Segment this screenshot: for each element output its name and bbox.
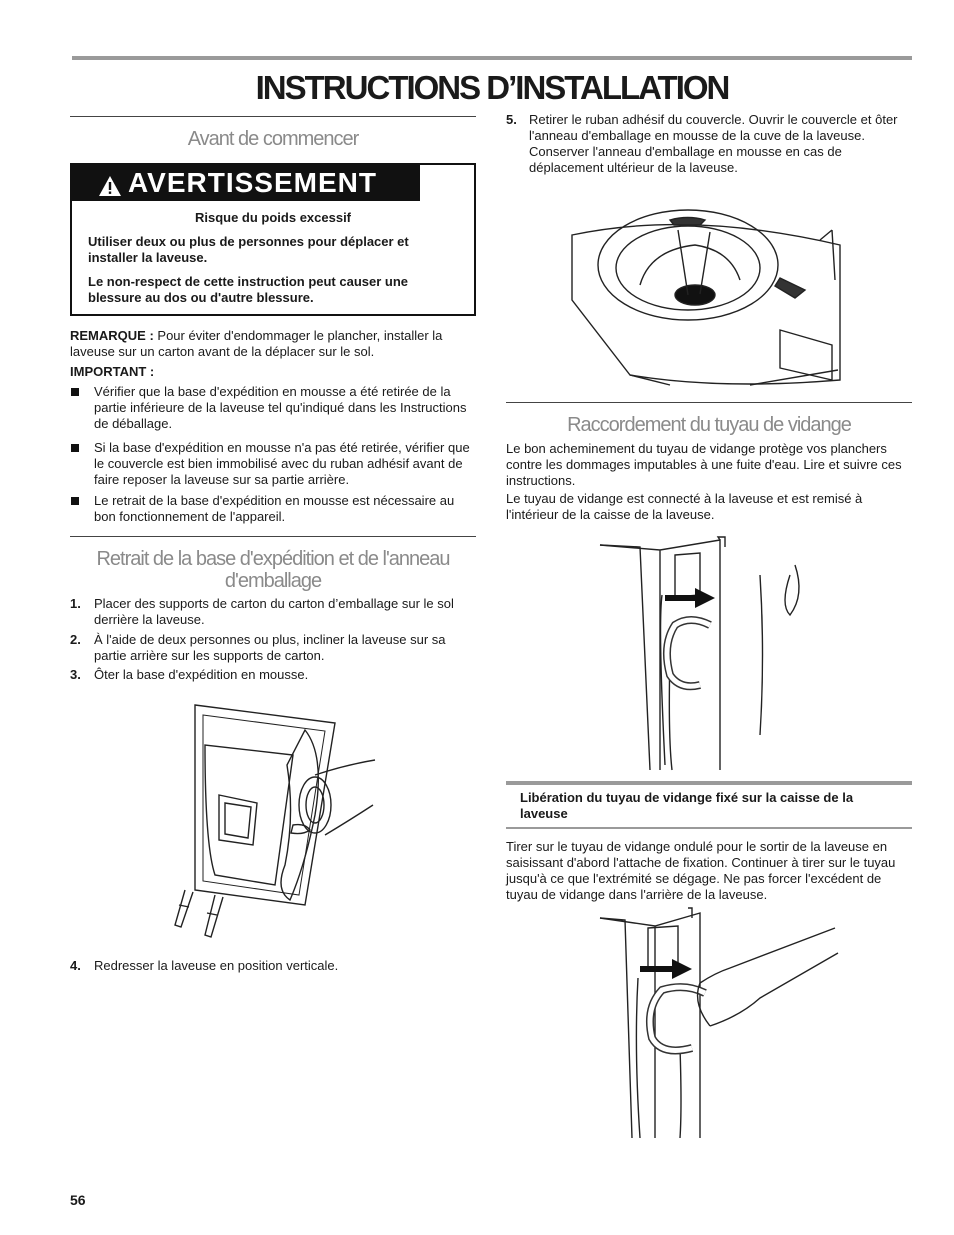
drain-hose-illustration	[600, 535, 820, 770]
list-item: Vérifier que la base d'expédition en mousse a été retirée de la partie inférieure de la laveuse tel qu'indiqué dans les Instructions de déballage.	[94, 384, 467, 431]
warning-text-2: Le non-respect de cette instruction peut causer une blessure au dos ou d'autre blessure.	[88, 274, 409, 305]
step-number: 2.	[70, 632, 81, 647]
list-item: Le retrait de la base d'expédition en mousse est nécessaire au bon fonctionnement de l'appareil.	[94, 493, 455, 524]
subsection-header	[506, 781, 912, 829]
step-number: 5.	[506, 112, 517, 127]
paragraph: Tirer sur le tuyau de vidange ondulé pour le sortir de la laveuse en saisissant d'abord l'attache de fixation. Continuer à tirer sur le tuyau jusqu'à ce que l'extrémité se dégage. Ne pas forcer l'excédent de tuyau de vidange dans l'arrière de la laveuse.	[506, 839, 896, 902]
subsection-title: Libération du tuyau de vidange fixé sur la caisse de la laveuse	[520, 790, 854, 821]
important-label: IMPORTANT :	[70, 364, 155, 379]
warning-text-1: Utiliser deux ou plus de personnes pour déplacer et installer la laveuse.	[88, 234, 409, 265]
section-divider	[70, 116, 476, 117]
tilted-washer-illustration	[175, 695, 375, 945]
section-heading-raccordement: Raccordement du tuyau de vidange	[567, 414, 851, 436]
top-rule	[72, 56, 912, 60]
arrow-icon	[665, 588, 715, 608]
step-text: Retirer le ruban adhésif du couvercle. Ouvrir le couvercle et ôter l'anneau d'emballage en mousse de la cuve de la laveuse. Conserver l'anneau d'emballage en mousse en cas de déplacement ultérieur de la laveuse.	[529, 112, 898, 175]
remarque-paragraph: REMARQUE : Pour éviter d'endommager le plancher, installer la laveuse sur un carton avant de la déplacer sur le sol.	[70, 328, 443, 359]
page-title: INSTRUCTIONS D’INSTALLATION	[255, 69, 729, 106]
step-text: Redresser la laveuse en position verticale.	[94, 958, 339, 973]
pull-hose-illustration	[600, 908, 840, 1143]
warning-triangle-icon	[98, 170, 122, 206]
page-number: 56	[70, 1192, 86, 1208]
bullet-icon	[71, 388, 79, 396]
paragraph: Le bon acheminement du tuyau de vidange protège vos planchers contre les dommages imputables à une fuite d'eau. Lire et suivre ces instructions.	[506, 441, 902, 488]
warning-label: AVERTISSEMENT	[128, 167, 377, 198]
paragraph: Le tuyau de vidange est connecté à la laveuse et est remisé à l'intérieur de la caisse de la laveuse.	[506, 491, 863, 522]
section-divider	[506, 402, 912, 403]
warning-title: Risque du poids excessif	[194, 210, 352, 225]
washer-tub-illustration	[570, 190, 850, 390]
step-text: À l'aide de deux personnes ou plus, incliner la laveuse sur sa partie arrière sur les supports de carton.	[94, 632, 446, 663]
step-number: 3.	[70, 667, 81, 682]
step-text: Placer des supports de carton du carton d’emballage sur le sol derrière la laveuse.	[94, 596, 454, 627]
section-divider	[70, 536, 476, 537]
warning-header	[72, 165, 420, 201]
step-number: 1.	[70, 596, 81, 611]
section-heading-avant: Avant de commencer	[187, 128, 359, 150]
step-text: Ôter la base d'expédition en mousse.	[94, 667, 309, 682]
bullet-icon	[71, 444, 79, 452]
step-number: 4.	[70, 958, 81, 973]
bullet-icon	[71, 497, 79, 505]
list-item: Si la base d'expédition en mousse n'a pas été retirée, vérifier que le couvercle est bien immobilisé avec du ruban adhésif avant de faire reposer la laveuse sur sa partie arrière.	[94, 440, 470, 487]
section-heading-retrait: Retrait de la base d'expédition et de l'anneau d'emballage	[96, 548, 450, 592]
